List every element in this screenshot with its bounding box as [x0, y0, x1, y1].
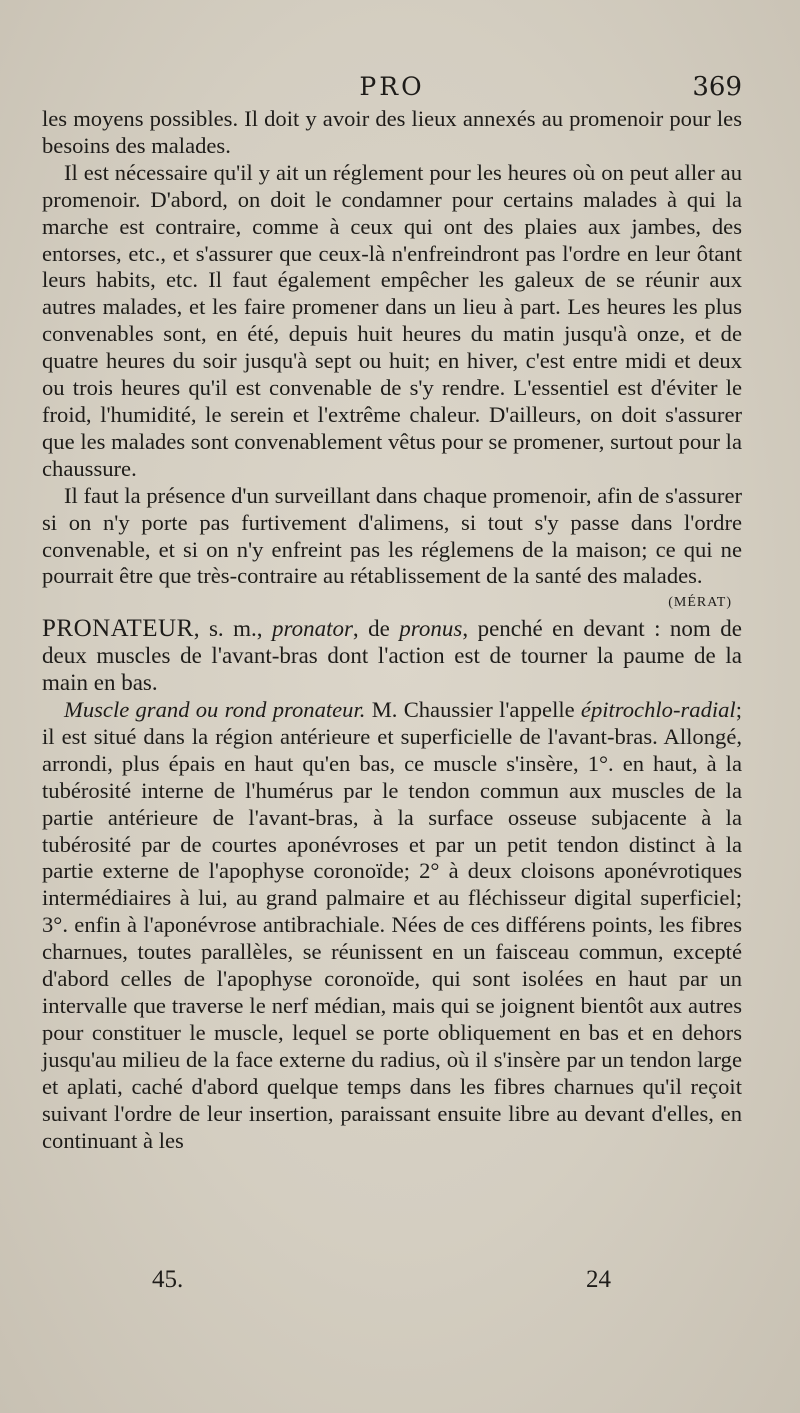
paragraph-text-1: M. Chaussier l'appelle	[365, 697, 581, 723]
paragraph-rond-pronateur	[42, 697, 742, 1154]
page-number: 369	[692, 72, 742, 102]
page-footer	[0, 1266, 800, 1306]
author-signature: (MÉRAT)	[668, 595, 732, 611]
paragraph-text-2: ; il est situé dans la région antérieure et superficielle de l'avant-bras. Allongé, arrondi, plus épais en haut qu'en bas, ce muscle s'insère, 1°. en haut, à la tubérosité interne de l'humérus par le tendon commun aux muscles de la partie antérieure de l'avant-bras, à la surface osseuse subjacente à la tubérosité par de courtes aponévroses et par un petit tendon distinct à la partie externe de l'apophyse coronoïde; 2° à deux cloisons aponévrotiques intermédiaires à lui, au grand palmaire et au fléchisseur digital superficiel; 3°. enfin à l'aponévrose antibrachiale. Nées de ces différens points, les fibres charnues, toutes parallèles, se réunissent en un faisceau commun, excepté d'abord celles de l'apophyse coronoïde, qui sont isolées en haut par un intervalle que traverse le nerf médian, mais qui se joignent bientôt aux autres pour constituer le muscle, lequel se porte obliquement en bas et en dehors jusqu'au milieu de la face externe du radius, où il s'insère par un tendon large et aplati, caché d'abord quelque temps dans les fibres charnues qu'il reçoit suivant l'ordre de leur insertion, paraissant ensuite libre au devant d'elles, en continuant à les	[42, 697, 742, 1153]
paragraph-continued: les moyens possibles. Il doit y avoir des lieux annexés au promenoir pour les besoins des malades.	[42, 106, 742, 158]
latin-term-pronator: pronator	[271, 616, 353, 642]
entry-text-3: , penché en devant : nom de deux muscles de l'avant-bras dont l'action est de tourner la paume de la main en bas.	[42, 616, 742, 696]
paragraph-reglement: Il est nécessaire qu'il y ait un réglement pour les heures où on peut aller au promenoir. D'abord, on doit le condamner pour certains malades à qui la marche est contraire, comme à ceux qui ont des plaies aux jambes, des entorses, etc., et s'assurer que ceux-là n'enfreindront pas l'ordre en leur ôtant leurs habits, etc. Il faut également empêcher les galeux de se réunir aux autres malades, et les faire promener dans un lieu à part. Les heures les plus convenables sont, en été, depuis huit heures du matin jusqu'à onze, et de quatre heures du soir jusqu'à sept ou huit; en hiver, c'est entre midi et deux ou trois heures qu'il est convenable de s'y rendre. L'essentiel est d'éviter le froid, l'humidité, le serein et l'extrême chaleur. D'ailleurs, on doit s'assurer que les malades sont convenablement vêtus pour se promener, surtout pour la chaussure.	[42, 159, 742, 481]
anatomical-term: épitrochlo-radial	[580, 697, 736, 723]
entry-text-1: , s. m.,	[193, 616, 272, 642]
entry-text-2: , de	[352, 616, 400, 642]
headword: PRONATEUR	[42, 615, 194, 643]
sheet-signature: 24	[586, 1266, 611, 1293]
entry-pronateur	[42, 616, 742, 697]
body-text	[42, 106, 742, 1154]
latin-term-pronus: pronus	[399, 616, 463, 642]
paragraph-surveillant: Il faut la présence d'un surveillant dans chaque promenoir, afin de s'assurer si on n'y porte pas furtivement d'alimens, si tout s'y passe dans l'ordre convenable, et si on n'y enfreint pas les réglemens de la maison; ce qui ne pourrait être que très-contraire au rétablissement de la santé des malades.	[42, 482, 742, 589]
volume-signature: 45.	[152, 1266, 184, 1293]
subheading: Muscle grand ou rond pronateur.	[64, 697, 366, 723]
page-header	[42, 72, 742, 106]
running-title: PRO	[359, 72, 425, 101]
